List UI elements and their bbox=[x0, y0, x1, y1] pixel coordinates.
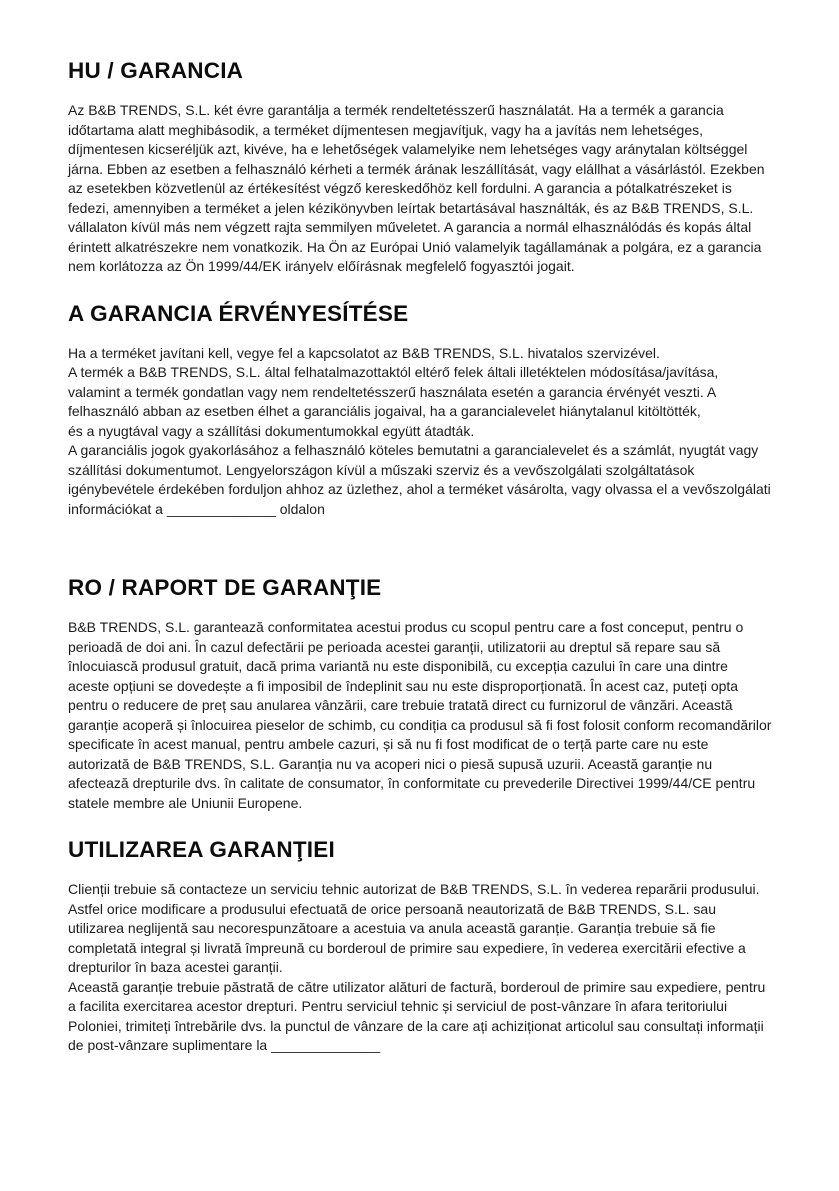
body-paragraph: Az B&B TRENDS, S.L. két évre garantálja a termék rendeltetésszerű használatát. Ha a termék a garancia időtartama alatt meghibásodik, a terméket díjmentesen megjavítjuk, vagy ha a javítás nem lehetséges, díjmentesen kicseréljük azt, kivéve, ha e lehetőségek valamelyike nem lehetséges vagy aránytalan költséggel járna. Ebben az esetben a felhasználó kérheti a termék árának leszállítását, vagy elállhat a vásárlástól. Ezekben az esetekben közvetlenül az értékesítést végző kereskedőhöz kell fordulni. A garancia a pótalkatrészeket is fedezi, amennyiben a terméket a jelen kézikönyvben leírtak betartásával használták, és az B&B TRENDS, S.L. vállalaton kívül más nem végzett rajta semmilyen műveletet. A garancia a normál elhasználódás és kopás által érintett alkatrészekre nem vonatkozik. Ha Ön az Európai Unió valamelyik tagállamának a polgára, ez a garancia nem korlátozza az Ön 1999/44/EK irányelv előírásnak megfelelő fogyasztói jogait. bbox=[68, 102, 765, 274]
heading-hu-garancia: HU / GARANCIA bbox=[68, 58, 244, 83]
section-utilizarea-garantiei bbox=[68, 837, 773, 1056]
body-paragraph: Clienții trebuie să contacteze un serviciu tehnic autorizat de B&B TRENDS, S.L. în vederea reparării produsului. bbox=[68, 881, 760, 897]
body-paragraph: A termék a B&B TRENDS, S.L. által felhatalmazottaktól eltérő felek általi illetéktelen módosítása/javítása, valamint a termék gondatlan vagy nem rendeltetésszerű használata esetén a garancia érvényét veszti. A felhasználó abban az esetben élhet a garanciális jogaival, ha a garancialevelet hiánytalanul kitöltötték, bbox=[68, 364, 719, 419]
body-paragraph: és a nyugtával vagy a szállítási dokumentumokkal együtt átadták. bbox=[68, 422, 475, 439]
heading-garancia-ervenyesitese: A GARANCIA ÉRVÉNYESÍTÉSE bbox=[68, 300, 409, 326]
body-paragraph: Astfel orice modificare a produsului efectuată de orice persoană neautorizată de B&B TRENDS, S.L. sau utilizarea neglijentă sau necorespunzătoare a acestuia va anula această garanție. Garanția trebuie să fie completată integral și livrată împreună cu borderoul de primire sau expediere, în vederea exercitării efective a drepturilor în baza acestei garanții. bbox=[68, 900, 746, 975]
heading-utilizarea-garantiei: UTILIZAREA GARANŢIEI bbox=[68, 837, 335, 862]
section-ro-raport-de-garantie bbox=[68, 575, 773, 813]
heading-ro-raport-de-garantie: RO / RAPORT DE GARANŢIE bbox=[68, 575, 382, 600]
section-hu-garancia bbox=[68, 58, 773, 277]
body-paragraph: A garanciális jogok gyakorlásához a felhasználó köteles bemutatni a garancialevelet és a számlát, nyugtát vagy szállítási dokumentumot. Lengyelországon kívül a műszaki szerviz és a vevőszolgálati szolgáltatások igénybevétele érdekében forduljon ahhoz az üzlethez, ahol a terméket vásárolta, vagy olvassa el a vevőszolgálati információkat a ______________ oldalon bbox=[68, 442, 771, 517]
body-paragraph: Această garanție trebuie păstrată de către utilizator alături de factură, borderoul de primire sau expediere, pentru a facilita exercitarea acestor drepturi. Pentru serviciul tehnic și serviciul de post-vânzare în afara teritoriului Poloniei, trimiteți întrebările dvs. la punctul de vânzare de la care ați achiziționat articolul sau consultați informații de post-vânzare suplimentare la ______________ bbox=[68, 978, 766, 1053]
body-paragraph: B&B TRENDS, S.L. garantează conformitatea acestui produs cu scopul pentru care a fost conceput, pentru o perioadă de doi ani. În cazul defectării pe perioada acestei garanții, utilizatorii au dreptul să repare sau să înlocuiască produsul gratuit, dacă prima variantă nu este disponibilă, cu excepția cazului în care una dintre aceste opțiuni se dovedește a fi imposibil de îndeplinit sau nu este disproporționată. În acest caz, puteți opta pentru o reducere de preț sau anularea vânzării, care trebuie tratată direct cu furnizorul de vânzări. Această garanție acoperă și înlocuirea pieselor de schimb, cu condiția ca produsul să fi fost folosit conform recomandărilor specificate în acest manual, pentru ambele cazuri, și să nu fi fost modificat de o terță parte care nu este autorizată de B&B TRENDS, S.L. Garanția nu va acoperi nici o piesă supusă uzurii. Această garanție nu afectează drepturile dvs. în calitate de consumator, în conformitate cu prevederile Directivei 1999/44/CE pentru statele membre ale Uniunii Europene. bbox=[68, 619, 772, 811]
section-garancia-ervenyesitese bbox=[68, 301, 773, 520]
body-paragraph: Ha a terméket javítani kell, vegye fel a kapcsolatot az B&B TRENDS, S.L. hivatalos szervizével. bbox=[68, 344, 660, 361]
